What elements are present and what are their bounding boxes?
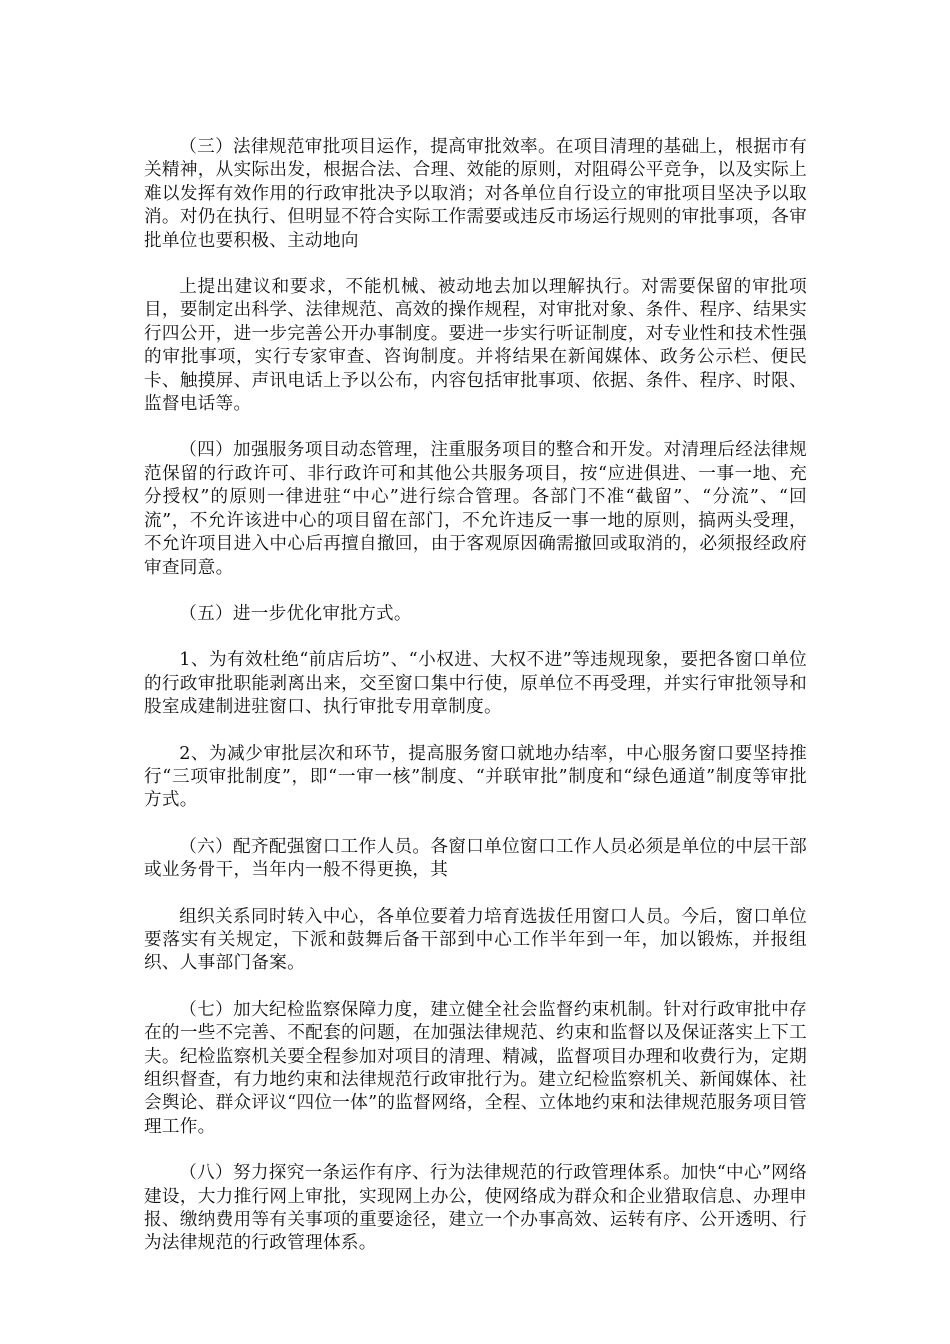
document-body: [144, 136, 807, 1279]
paragraph-section-3: （三）法律规范审批项目运作，提高审批效率。在项目清理的基础上，根据市有关精神，从实际出发，根据合法、合理、效能的原则，对阻碍公平竞争，以及实际上难以发挥有效作用的行政审批决予以取消；对各单位自行设立的审批项目坚决予以取消。对仍在执行、但明显不符合实际工作需要或违反市场运行规则的审批事项，各审批单位也要积极、主动地向: [144, 137, 807, 251]
paragraph-section-5: （五）进一步优化审批方式。: [179, 603, 412, 624]
paragraph-item-1: 1、为有效杜绝“前店后坊”、“小权进、大权不进”等违规现象，要把各窗口单位的行政审批职能剥离出来，交至窗口集中行使，原单位不再受理，并实行审批领导和股室成建制进驻窗口、执行审批专用章制度。: [144, 650, 807, 718]
paragraph-section-6: （六）配齐配强窗口工作人员。各窗口单位窗口工作人员必须是单位的中层干部或业务骨干，当年内一般不得更换，其: [144, 836, 807, 881]
paragraph-section-3-continued: 上提出建议和要求，不能机械、被动地去加以理解执行。对需要保留的审批项目，要制定出科学、法律规范、高效的操作规程，对审批对象、条件、程序、结果实行四公开，进一步完善公开办事制度。要进一步实行听证制度，对专业性和技术性强的审批事项，实行专家审查、咨询制度。并将结果在新闻媒体、政务公示栏、便民卡、触摸屏、声讯电话上予以公布，内容包括审批事项、依据、条件、程序、时限、监督电话等。: [144, 277, 807, 415]
paragraph-item-2: 2、为减少审批层次和环节，提高服务窗口就地办结率，中心服务窗口要坚持推行“三项审批制度”，即“一审一核”制度、“并联审批”制度和“绿色通道”制度等审批方式。: [144, 743, 807, 811]
paragraph-section-8: （八）努力探究一条运作有序、行为法律规范的行政管理体系。加快“中心”网络建设，大力推行网上审批，实现网上办公，使网络成为群众和企业猎取信息、办理申报、缴纳费用等有关事项的重要途径，建立一个办事高效、运转有序、公开透明、行为法律规范的行政管理体系。: [144, 1163, 807, 1254]
paragraph-section-7: （七）加大纪检监察保障力度，建立健全社会监督约束机制。针对行政审批中存在的一些不完善、不配套的问题，在加强法律规范、约束和监督以及保证落实上下工夫。纪检监察机关要全程参加对项目的清理、精减，监督项目办理和收费行为，定期组织督查，有力地约束和法律规范行政审批行为。建立纪检监察机关、新闻媒体、社会舆论、群众评议“四位一体”的监督网络，全程、立体地约束和法律规范服务项目管理工作。: [144, 999, 807, 1137]
paragraph-section-4: （四）加强服务项目动态管理，注重服务项目的整合和开发。对清理后经法律规范保留的行政许可、非行政许可和其他公共服务项目，按“应进俱进、一事一地、充分授权”的原则一律进驻“中心”进行综合管理。各部门不准“截留”、“分流”、“回流”，不允许该进中心的项目留在部门，不允许违反一事一地的原则，搞两头受理，不允许项目进入中心后再擅自撤回，由于客观原因确需撤回或取消的，必须报经政府审查同意。: [144, 440, 807, 578]
paragraph-section-6-continued: 组织关系同时转入中心，各单位要着力培育选拔任用窗口人员。今后，窗口单位要落实有关规定，下派和鼓舞后备干部到中心工作半年到一年，加以锻炼，并报组织、人事部门备案。: [144, 906, 807, 974]
